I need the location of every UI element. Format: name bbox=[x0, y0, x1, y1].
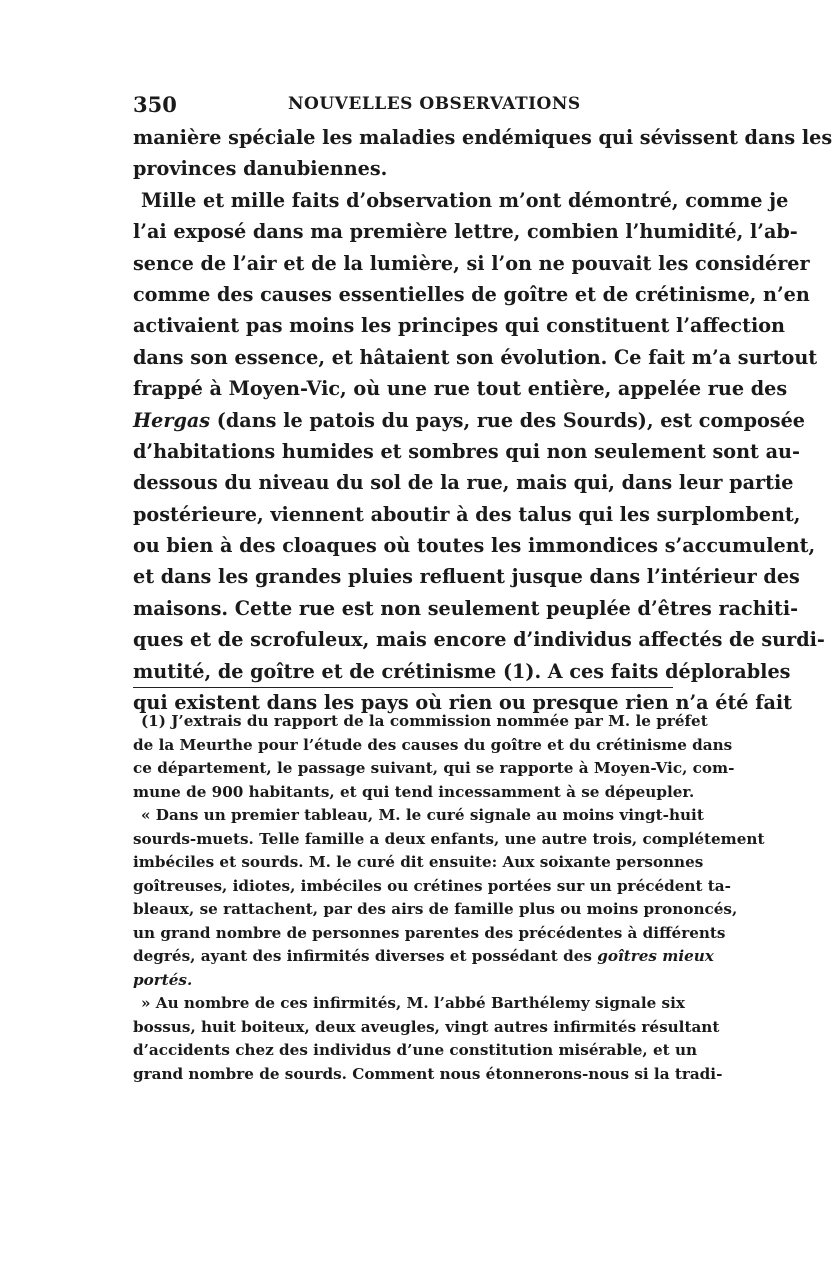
text-line: comme des causes essentielles de goître et de crétinisme, n’en bbox=[133, 282, 810, 306]
footnote-line: d’accidents chez des individus d’une constitution misérable, et un bbox=[133, 1041, 698, 1059]
running-title: NOUVELLES OBSERVATIONS bbox=[288, 94, 581, 114]
text-line: dessous du niveau du sol de la rue, mais qui, dans leur partie bbox=[133, 471, 794, 495]
text-line: et dans les grandes pluies refluent jusque dans l’intérieur des bbox=[133, 565, 800, 589]
footnote-line: imbéciles et sourds. M. le curé dit ensuite: Aux soixante personnes bbox=[133, 853, 704, 871]
italic-phrase: goîtres mieux bbox=[597, 947, 714, 965]
text-line: Mille et mille faits d’observation m’ont démontré, comme je bbox=[141, 188, 789, 212]
text-line: dans son essence, et hâtaient son évolution. Ce fait m’a surtout bbox=[133, 345, 818, 369]
text-line: ou bien à des cloaques où toutes les immondices s’accumulent, bbox=[133, 534, 816, 558]
text-line: frappé à Moyen-Vic, où une rue tout entière, appelée rue des bbox=[133, 377, 788, 401]
footnote-line: grand nombre de sourds. Comment nous étonnerons-nous si la tradi- bbox=[133, 1064, 723, 1083]
footnote-line: « Dans un premier tableau, M. le curé signale au moins vingt-huit bbox=[141, 806, 704, 824]
footnote-divider bbox=[133, 687, 673, 688]
footnote-line: de la Meurthe pour l’étude des causes du goître et du crétinisme dans bbox=[133, 735, 733, 754]
text-line: maisons. Cette rue est non seulement peuplée d’êtres rachiti- bbox=[133, 596, 799, 620]
text-line: provinces danubiennes. bbox=[133, 157, 388, 181]
text-line: activaient pas moins les principes qui constituent l’affection bbox=[133, 314, 785, 338]
footnote-line: mune de 900 habitants, et qui tend incessamment à se dépeupler. bbox=[133, 782, 695, 801]
text-line: postérieure, viennent aboutir à des talus qui les surplombent, bbox=[133, 502, 801, 526]
text-line: l’ai exposé dans ma première lettre, combien l’humidité, l’ab- bbox=[133, 220, 798, 244]
text-line: mutité, de goître et de crétinisme (1). A ces faits déplorables bbox=[133, 659, 791, 683]
text-line-rest: (dans le patois du pays, rue des Sourds), est composée bbox=[216, 408, 806, 432]
footnote-line: un grand nombre de personnes parentes des précédentes à différents bbox=[133, 923, 726, 942]
footnote-line: sourds-muets. Telle famille a deux enfants, une autre trois, complétement bbox=[133, 829, 765, 848]
footnotes bbox=[133, 710, 765, 1086]
text-line: d’habitations humides et sombres qui non seulement sont au- bbox=[133, 439, 800, 463]
footnote-line-start: degrés, ayant des infirmités diverses et possédant des bbox=[133, 947, 592, 965]
text-line-with-italic bbox=[133, 405, 806, 436]
footnote-line: bleaux, se rattachent, par des airs de famille plus ou moins prononcés, bbox=[133, 900, 738, 918]
footnote-line: goîtreuses, idiotes, imbéciles ou crétines portées sur un précédent ta- bbox=[133, 876, 731, 895]
footnote-line: bossus, huit boiteux, deux aveugles, vingt autres infirmités résultant bbox=[133, 1017, 720, 1036]
italic-word: portés. bbox=[133, 970, 193, 989]
text-line: sence de l’air et de la lumière, si l’on ne pouvait les considérer bbox=[133, 251, 810, 275]
footnote-line: (1) J’extrais du rapport de la commission nommée par M. le préfet bbox=[141, 712, 708, 730]
footnote-line bbox=[133, 969, 673, 993]
main-text bbox=[133, 122, 832, 718]
italic-word: Hergas bbox=[133, 408, 211, 432]
footnote-line-with-italic bbox=[133, 945, 714, 969]
text-line: manière spéciale les maladies endémiques qui sévissent dans les bbox=[133, 126, 832, 149]
footnote-line: » Au nombre de ces infirmités, M. l’abbé Barthélemy signale six bbox=[141, 994, 685, 1012]
text-line: ques et de scrofuleux, mais encore d’individus affectés de surdi- bbox=[133, 628, 825, 652]
page-header bbox=[133, 92, 673, 118]
page-number: 350 bbox=[133, 92, 177, 117]
text-line: qui existent dans les pays où rien ou presque rien n’a été fait bbox=[133, 691, 793, 715]
footnote-line: ce département, le passage suivant, qui se rapporte à Moyen-Vic, com- bbox=[133, 759, 735, 777]
